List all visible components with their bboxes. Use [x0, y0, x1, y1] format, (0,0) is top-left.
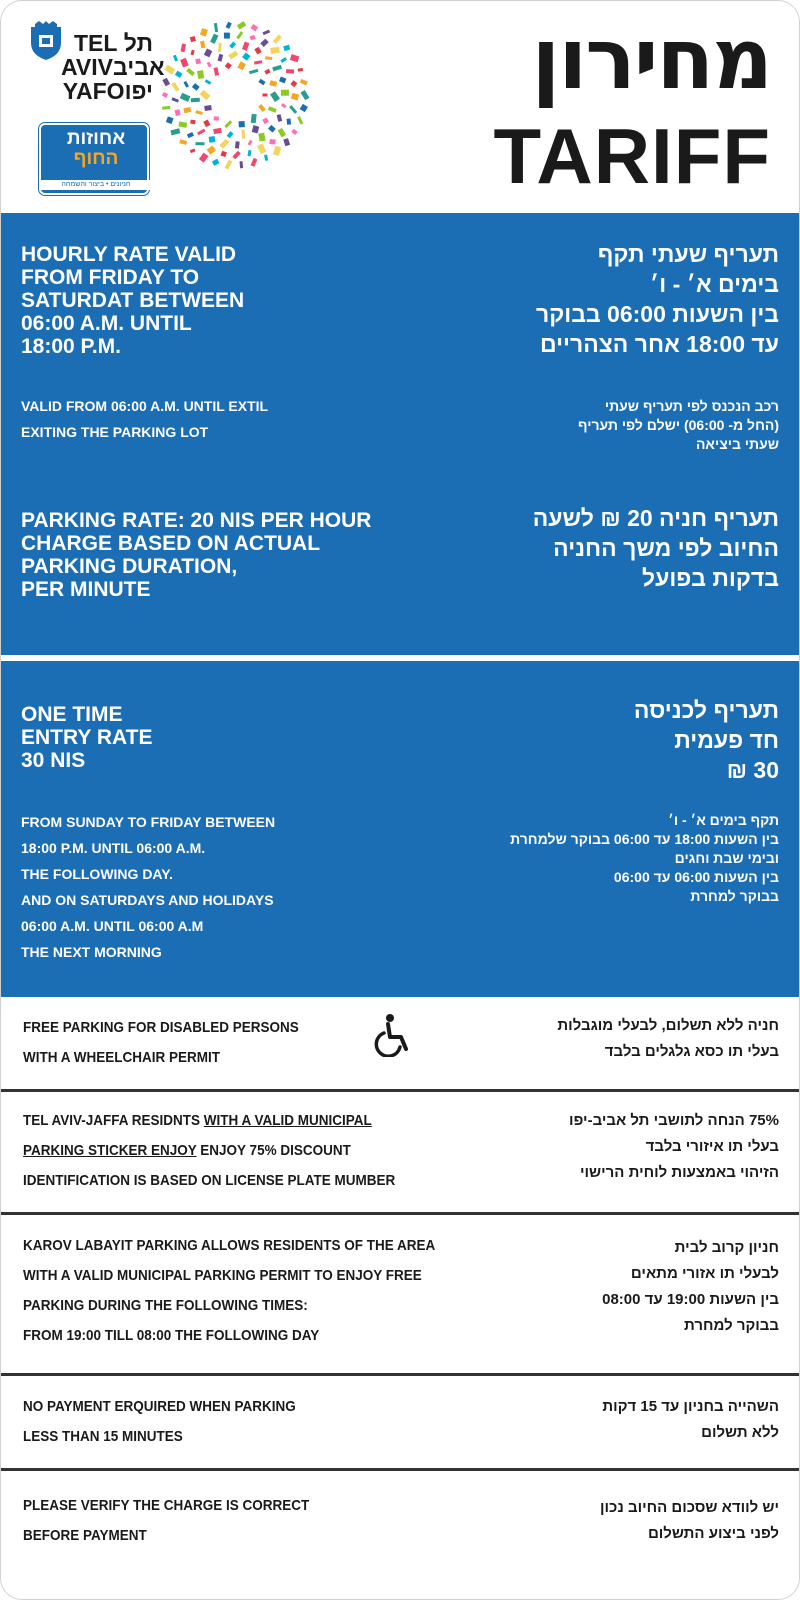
- burst-piece: [214, 116, 219, 120]
- burst-piece: [162, 92, 168, 98]
- burst-piece: [225, 62, 232, 69]
- burst-piece: [190, 36, 196, 42]
- title-english: TARIFF: [493, 112, 771, 200]
- burst-piece: [197, 129, 205, 136]
- burst-piece: [220, 151, 226, 157]
- burst-piece: [162, 78, 170, 87]
- burst-piece: [164, 65, 175, 75]
- burst-piece: [300, 90, 309, 100]
- short-stay-text-he: השהייה בחניון עד 15 דקות ללא תשלום: [602, 1398, 779, 1441]
- burst-piece: [278, 128, 286, 137]
- burst-piece: [252, 125, 260, 133]
- disabled-text-en: FREE PARKING FOR DISABLED PERSONS WITH A WHEELCHAIR PERMIT: [23, 1019, 299, 1066]
- burst-piece: [204, 105, 212, 111]
- burst-piece: [286, 69, 294, 73]
- emblem-icon: [29, 21, 63, 61]
- parking-rate-en: PARKING RATE: 20 NIS PER HOUR CHARGE BASED ON ACTUAL PARKING DURATION, PER MINUTE: [21, 509, 372, 601]
- burst-piece: [270, 91, 280, 102]
- company-name-line1: אחוזות: [66, 128, 126, 149]
- burst-piece: [207, 146, 216, 155]
- burst-piece: [262, 30, 270, 35]
- burst-piece: [258, 133, 265, 142]
- entry-title-he: תעריף לכניסה חד פעמית 30 ₪: [633, 697, 779, 783]
- burst-piece: [181, 43, 186, 52]
- burst-piece: [289, 105, 297, 114]
- burst-piece: [268, 125, 276, 133]
- burst-piece: [263, 94, 268, 97]
- burst-piece: [227, 131, 234, 138]
- burst-piece: [237, 21, 246, 29]
- burst-piece: [218, 43, 222, 52]
- burst-piece: [170, 128, 180, 135]
- burst-piece: [166, 116, 174, 124]
- burst-piece: [180, 58, 188, 68]
- burst-piece: [250, 24, 258, 31]
- burst-piece: [204, 48, 212, 57]
- karov-text-en: KAROV LABAYIT PARKING ALLOWS RESIDENTS OF THE AREA WITH A VALID MUNICIPAL PARKING PERMIT TO ENJOY FREE PARKING DURING THE FOLLOWING TIMES: FROM 19:00 TILL 08:00 THE FOLLOWING DAY: [23, 1237, 436, 1344]
- hourly-title-en: HOURLY RATE VALID FROM FRIDAY TO SATURDAT BETWEEN 06:00 A.M. UNTIL 18:00 P.M.: [21, 243, 245, 358]
- burst-piece: [262, 117, 269, 124]
- burst-piece: [179, 139, 187, 144]
- burst-piece: [242, 42, 249, 51]
- burst-piece: [265, 56, 272, 60]
- karov-text-he: חניון קרוב לבית לבעלי תו אזורי מתאים בין השעות 19:00 עד 08:00 בבוקר למחרת: [602, 1239, 779, 1334]
- sign-header: [1, 1, 800, 213]
- burst-piece: [171, 82, 179, 92]
- burst-piece: [290, 80, 297, 87]
- burst-piece: [269, 80, 277, 87]
- burst-piece: [183, 107, 191, 114]
- burst-piece: [191, 98, 200, 102]
- burst-piece: [254, 60, 262, 64]
- entry-note-en: FROM SUNDAY TO FRIDAY BETWEEN 18:00 P.M. UNTIL 06:00 A.M. THE FOLLOWING DAY. AND ON SATURDAYS AND HOLIDAYS 06:00 A.M. UNTIL 06:00 A.M THE NEXT MORNING: [21, 814, 276, 960]
- colorful-burst-logo-icon: [155, 15, 315, 175]
- burst-piece: [277, 114, 283, 122]
- burst-piece: [214, 23, 218, 32]
- burst-piece: [228, 50, 238, 59]
- residents-text-he: 75% הנחה לתושבי תל אביב-יפו בעלי תו איזורי בלבד הזיהוי באמצעות לוחית הרישוי: [569, 1112, 779, 1181]
- burst-piece: [183, 81, 188, 88]
- burst-piece: [258, 79, 265, 86]
- hourly-note-en: VALID FROM 06:00 A.M. UNTIL EXTIL EXITING THE PARKING LOT: [21, 398, 269, 440]
- city-en-yafo: YAFO: [62, 78, 125, 104]
- burst-piece: [300, 79, 308, 86]
- burst-piece: [242, 52, 250, 60]
- burst-piece: [249, 69, 258, 74]
- burst-piece: [268, 106, 277, 113]
- burst-piece: [264, 154, 268, 160]
- burst-piece: [205, 79, 212, 85]
- burst-piece: [280, 57, 287, 63]
- burst-piece: [291, 93, 299, 101]
- burst-piece: [272, 65, 282, 71]
- burst-piece: [257, 143, 266, 154]
- company-tagline: חניונים • ביצור והשמחה: [41, 180, 151, 190]
- burst-piece: [281, 90, 289, 96]
- burst-piece: [203, 119, 210, 127]
- burst-piece: [178, 121, 187, 127]
- burst-piece: [171, 97, 179, 102]
- disabled-text-he: חניה ללא תשלום, לבעלי מוגבלות בעלי תו כסא גלגלים בלבד: [557, 1017, 779, 1060]
- burst-piece: [209, 136, 216, 143]
- burst-piece: [224, 33, 230, 39]
- burst-piece: [251, 114, 257, 124]
- city-he-yafo: יפו: [124, 78, 153, 104]
- burst-piece: [251, 158, 258, 167]
- burst-piece: [297, 116, 303, 125]
- burst-piece: [195, 142, 204, 145]
- burst-piece: [219, 139, 229, 149]
- title-hebrew: מחירון: [531, 10, 771, 108]
- burst-piece: [248, 150, 252, 156]
- city-en-aviv: AVIV: [61, 54, 113, 80]
- burst-piece: [238, 121, 244, 127]
- burst-piece: [290, 54, 299, 62]
- burst-piece: [281, 103, 287, 108]
- burst-piece: [283, 138, 290, 146]
- burst-piece: [236, 31, 243, 39]
- burst-piece: [195, 110, 203, 115]
- burst-piece: [207, 62, 212, 68]
- burst-piece: [298, 68, 303, 72]
- burst-piece: [173, 55, 178, 62]
- burst-piece: [279, 76, 286, 83]
- verify-text-en: PLEASE VERIFY THE CHARGE IS CORRECT BEFORE PAYMENT: [23, 1497, 310, 1544]
- burst-piece: [191, 50, 195, 56]
- burst-piece: [210, 34, 218, 44]
- verify-text-he: יש לוודא שסכום החיוב נכון לפני ביצוע התשלום: [599, 1499, 779, 1542]
- burst-piece: [174, 109, 180, 116]
- company-name-line2: החוף: [73, 148, 119, 169]
- burst-piece: [237, 61, 245, 70]
- burst-piece: [254, 47, 261, 55]
- entry-rate-section: [1, 661, 800, 997]
- burst-piece: [162, 106, 170, 110]
- burst-piece: [175, 71, 183, 78]
- burst-piece: [212, 159, 220, 166]
- parking-logo-icon: [39, 123, 149, 195]
- short-stay-text-en: NO PAYMENT ERQUIRED WHEN PARKING LESS THAN 15 MINUTES: [23, 1398, 296, 1445]
- burst-piece: [192, 83, 200, 91]
- city-he-tel: תל: [123, 30, 153, 56]
- burst-piece: [200, 41, 205, 49]
- burst-piece: [225, 160, 233, 170]
- burst-piece: [232, 151, 240, 160]
- city-en-tel: TEL: [73, 30, 118, 56]
- burst-piece: [250, 35, 256, 40]
- burst-piece: [270, 47, 280, 54]
- burst-piece: [248, 140, 253, 146]
- burst-piece: [258, 104, 266, 112]
- disabled-parking-row: [1, 997, 800, 1089]
- burst-piece: [286, 118, 291, 124]
- burst-piece: [200, 28, 208, 37]
- burst-piece: [283, 45, 290, 51]
- burst-piece: [226, 22, 232, 29]
- burst-piece: [273, 146, 281, 156]
- residents-text-en: TEL AVIV-JAFFA RESIDNTS WITH A VALID MUNICIPAL PARKING STICKER ENJOY ENJOY 75% DISCOUNT IDENTIFICATION IS BASED ON LICENSE PLATE MUMBER: [23, 1112, 396, 1189]
- burst-piece: [195, 58, 201, 64]
- burst-piece: [264, 69, 270, 75]
- karov-labayit-row: [1, 1215, 800, 1373]
- residents-row: [1, 1092, 800, 1212]
- burst-piece: [291, 129, 297, 135]
- burst-piece: [260, 39, 269, 47]
- burst-piece: [187, 132, 194, 138]
- city-logotype: [61, 30, 165, 104]
- burst-piece: [240, 161, 244, 168]
- burst-piece: [190, 120, 196, 125]
- entry-title-en: ONE TIME ENTRY RATE 30 NIS: [21, 703, 153, 772]
- wheelchair-icon: [373, 1013, 413, 1057]
- burst-piece: [214, 67, 220, 76]
- burst-piece: [269, 139, 275, 145]
- burst-piece: [200, 90, 211, 100]
- entry-note-he: תקף בימים א׳ - ו׳ בין השעות 18:00 עד 06:00 בבוקר שלמחרת ובימי שבת וחגים בין השעות 06:00 עד 06:00 בבוקר למחרת: [510, 812, 779, 904]
- burst-piece: [273, 34, 282, 43]
- burst-piece: [235, 141, 240, 148]
- burst-piece: [229, 42, 236, 49]
- burst-piece: [213, 128, 222, 134]
- burst-piece: [186, 68, 195, 76]
- burst-piece: [218, 54, 224, 62]
- parking-rate-he: תעריף חניה 20 ₪ לשעה החיוב לפי משך החניה בדקות בפועל: [532, 505, 779, 591]
- burst-piece: [242, 130, 245, 139]
- burst-piece: [300, 104, 308, 112]
- burst-piece: [199, 153, 209, 163]
- hourly-title-he: תעריף שעתי תקף בימים א׳ - ו׳ בין השעות 06:00 בבוקר עד 18:00 אחר הצהריים: [535, 241, 779, 357]
- short-stay-row: [1, 1376, 800, 1468]
- city-he-aviv: אביב: [112, 54, 165, 80]
- burst-piece: [190, 149, 196, 154]
- hourly-note-he: רכב הנכנס לפי תעריף שעתי (החל מ- 06:00) ישלם לפי תעריף שעתי ביציאה: [578, 398, 779, 452]
- burst-piece: [180, 93, 191, 102]
- burst-piece: [224, 120, 232, 128]
- verify-charge-row: [1, 1471, 800, 1599]
- burst-piece: [197, 70, 204, 79]
- hourly-rate-section: [1, 213, 800, 655]
